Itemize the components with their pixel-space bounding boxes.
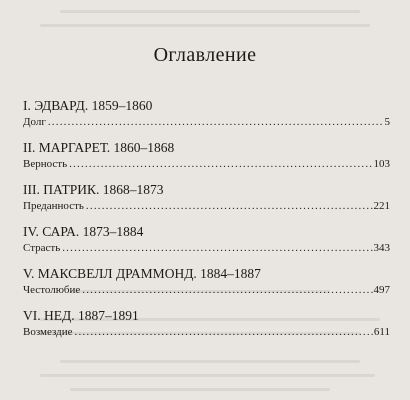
toc-entry-subtitle: Честолюбие: [23, 284, 81, 296]
toc-entry-line: [23, 199, 390, 214]
toc-entry-page-number: 103: [373, 158, 390, 170]
toc-entry-subtitle: Верность: [23, 158, 68, 170]
toc-entry-heading: VI. НЕД. 1887–1891: [23, 308, 139, 323]
toc-entry-heading: II. МАРГАРЕТ. 1860–1868: [23, 140, 175, 155]
toc-entry-heading: III. ПАТРИК. 1868–1873: [23, 182, 164, 197]
toc-entry-page-number: 343: [373, 242, 390, 254]
toc-entry-page-number: 497: [373, 284, 390, 296]
toc-entry-line: [23, 157, 390, 172]
toc-entry-6: [23, 307, 390, 349]
dot-leader: [86, 199, 373, 214]
toc-entry-line: [23, 115, 390, 130]
page-title: Оглавление: [153, 44, 257, 66]
toc-entry-subtitle: Страсть: [23, 242, 61, 254]
dot-leader: [69, 157, 372, 172]
toc-entry-2: [23, 139, 390, 181]
toc-entry-1: [23, 97, 390, 139]
dot-leader: [48, 115, 384, 130]
dot-leader: [82, 283, 372, 298]
dot-leader: [62, 241, 372, 256]
toc-entry-line: [23, 241, 390, 256]
toc-entry-heading: IV. САРА. 1873–1884: [23, 224, 144, 239]
toc-entry-subtitle: Преданность: [23, 200, 84, 212]
toc-entry-heading: I. ЭДВАРД. 1859–1860: [23, 98, 153, 113]
toc-entry-4: [23, 223, 390, 265]
toc-entry-5: [23, 265, 390, 307]
toc-entry-page-number: 611: [373, 326, 390, 338]
dot-leader: [75, 325, 373, 340]
toc-list: [23, 97, 390, 349]
toc-entry-subtitle: Возмездие: [23, 326, 73, 338]
toc-entry-line: [23, 283, 390, 298]
toc-entry-line: [23, 325, 390, 340]
toc-entry-heading: V. МАКСВЕЛЛ ДРАММОНД. 1884–1887: [23, 266, 261, 281]
toc-entry-page-number: 5: [384, 116, 390, 128]
toc-entry-subtitle: Долг: [23, 116, 46, 128]
toc-entry-page-number: 221: [373, 200, 390, 212]
toc-entry-3: [23, 181, 390, 223]
